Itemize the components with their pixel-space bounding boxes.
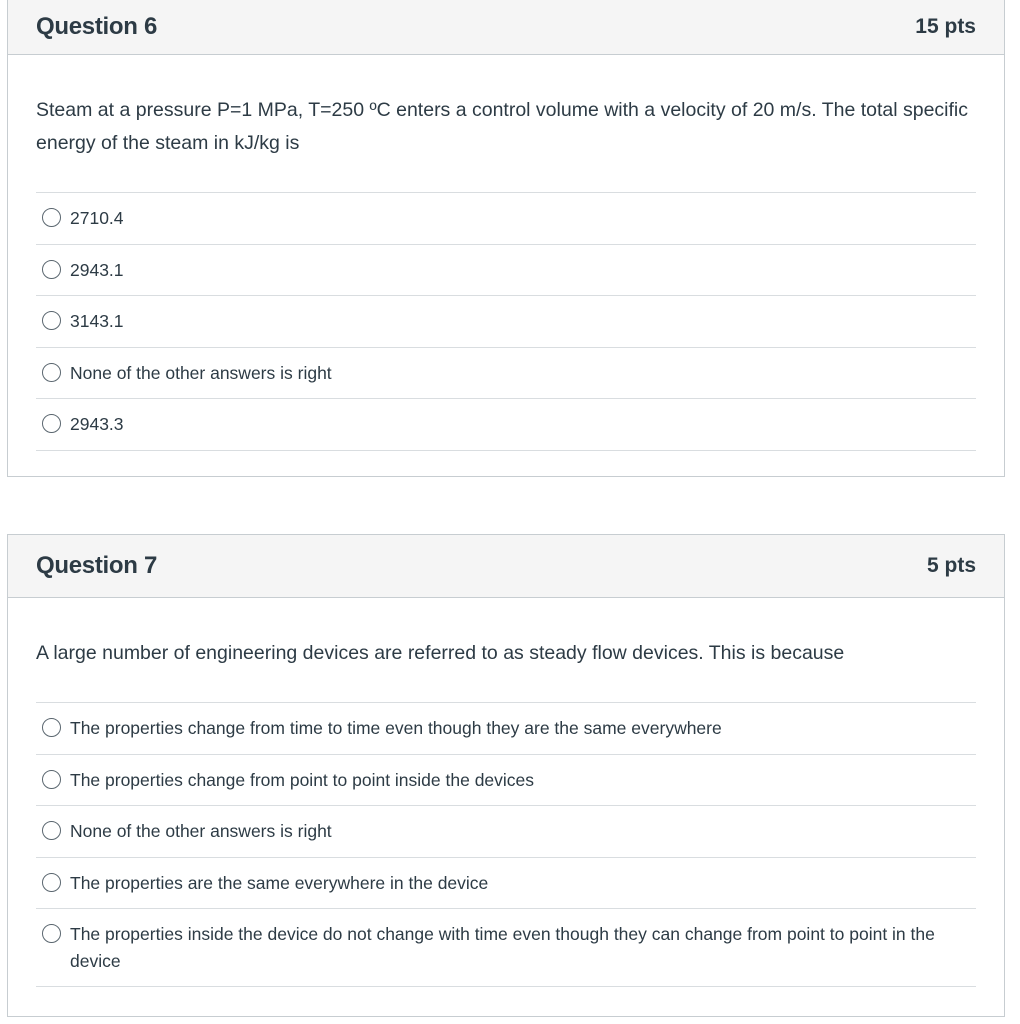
answer-option[interactable] — [36, 399, 976, 451]
answer-label[interactable]: None of the other answers is right — [70, 362, 332, 383]
question-header — [8, 535, 1004, 598]
answer-option[interactable] — [36, 858, 976, 910]
radio-button[interactable] — [42, 924, 61, 943]
question-title: Question 7 — [36, 552, 158, 579]
answer-list — [36, 192, 976, 451]
radio-button[interactable] — [42, 414, 61, 433]
question-text: Steam at a pressure P=1 MPa, T=250 ºC enters a control volume with a velocity of 20 m/s. The total specific energy of the steam in kJ/kg is — [36, 99, 969, 154]
radio-button[interactable] — [42, 260, 61, 279]
radio-button[interactable] — [42, 718, 61, 737]
answer-label[interactable]: The properties are the same everywhere in the device — [70, 872, 489, 893]
question-7-card — [7, 534, 1005, 1017]
radio-button[interactable] — [42, 208, 61, 227]
question-6-card — [7, 0, 1005, 477]
question-points: 15 pts — [915, 14, 976, 38]
question-body — [8, 598, 1004, 987]
question-points: 5 pts — [926, 554, 976, 577]
radio-button[interactable] — [42, 821, 61, 840]
answer-option[interactable] — [36, 245, 976, 297]
question-body — [8, 55, 1004, 451]
answer-option[interactable] — [36, 755, 976, 807]
radio-button[interactable] — [42, 770, 61, 789]
radio-button[interactable] — [42, 873, 61, 892]
answer-label[interactable]: The properties inside the device do not change with time even though they can change from point to point in the device — [70, 924, 935, 971]
answer-label[interactable]: None of the other answers is right — [70, 821, 332, 842]
radio-button[interactable] — [42, 311, 61, 330]
answer-label[interactable]: 2710.4 — [70, 208, 124, 228]
answer-list — [36, 702, 976, 987]
answer-label[interactable]: The properties change from point to point inside the devices — [70, 769, 535, 790]
radio-button[interactable] — [42, 363, 61, 382]
answer-option[interactable] — [36, 296, 976, 348]
answer-label[interactable]: 2943.1 — [70, 259, 124, 280]
answer-label[interactable]: 3143.1 — [70, 311, 124, 332]
answer-option[interactable] — [36, 193, 976, 245]
answer-option[interactable] — [36, 703, 976, 755]
answer-option[interactable] — [36, 806, 976, 858]
question-header — [8, 0, 1004, 55]
answer-option[interactable] — [36, 909, 976, 987]
answer-label[interactable]: 2943.3 — [70, 414, 124, 435]
answer-option[interactable] — [36, 348, 976, 400]
question-text: A large number of engineering devices are referred to as steady flow devices. This is because — [36, 642, 845, 664]
answer-label[interactable]: The properties change from time to time even though they are the same everywhere — [70, 718, 722, 738]
question-title: Question 6 — [36, 12, 158, 40]
